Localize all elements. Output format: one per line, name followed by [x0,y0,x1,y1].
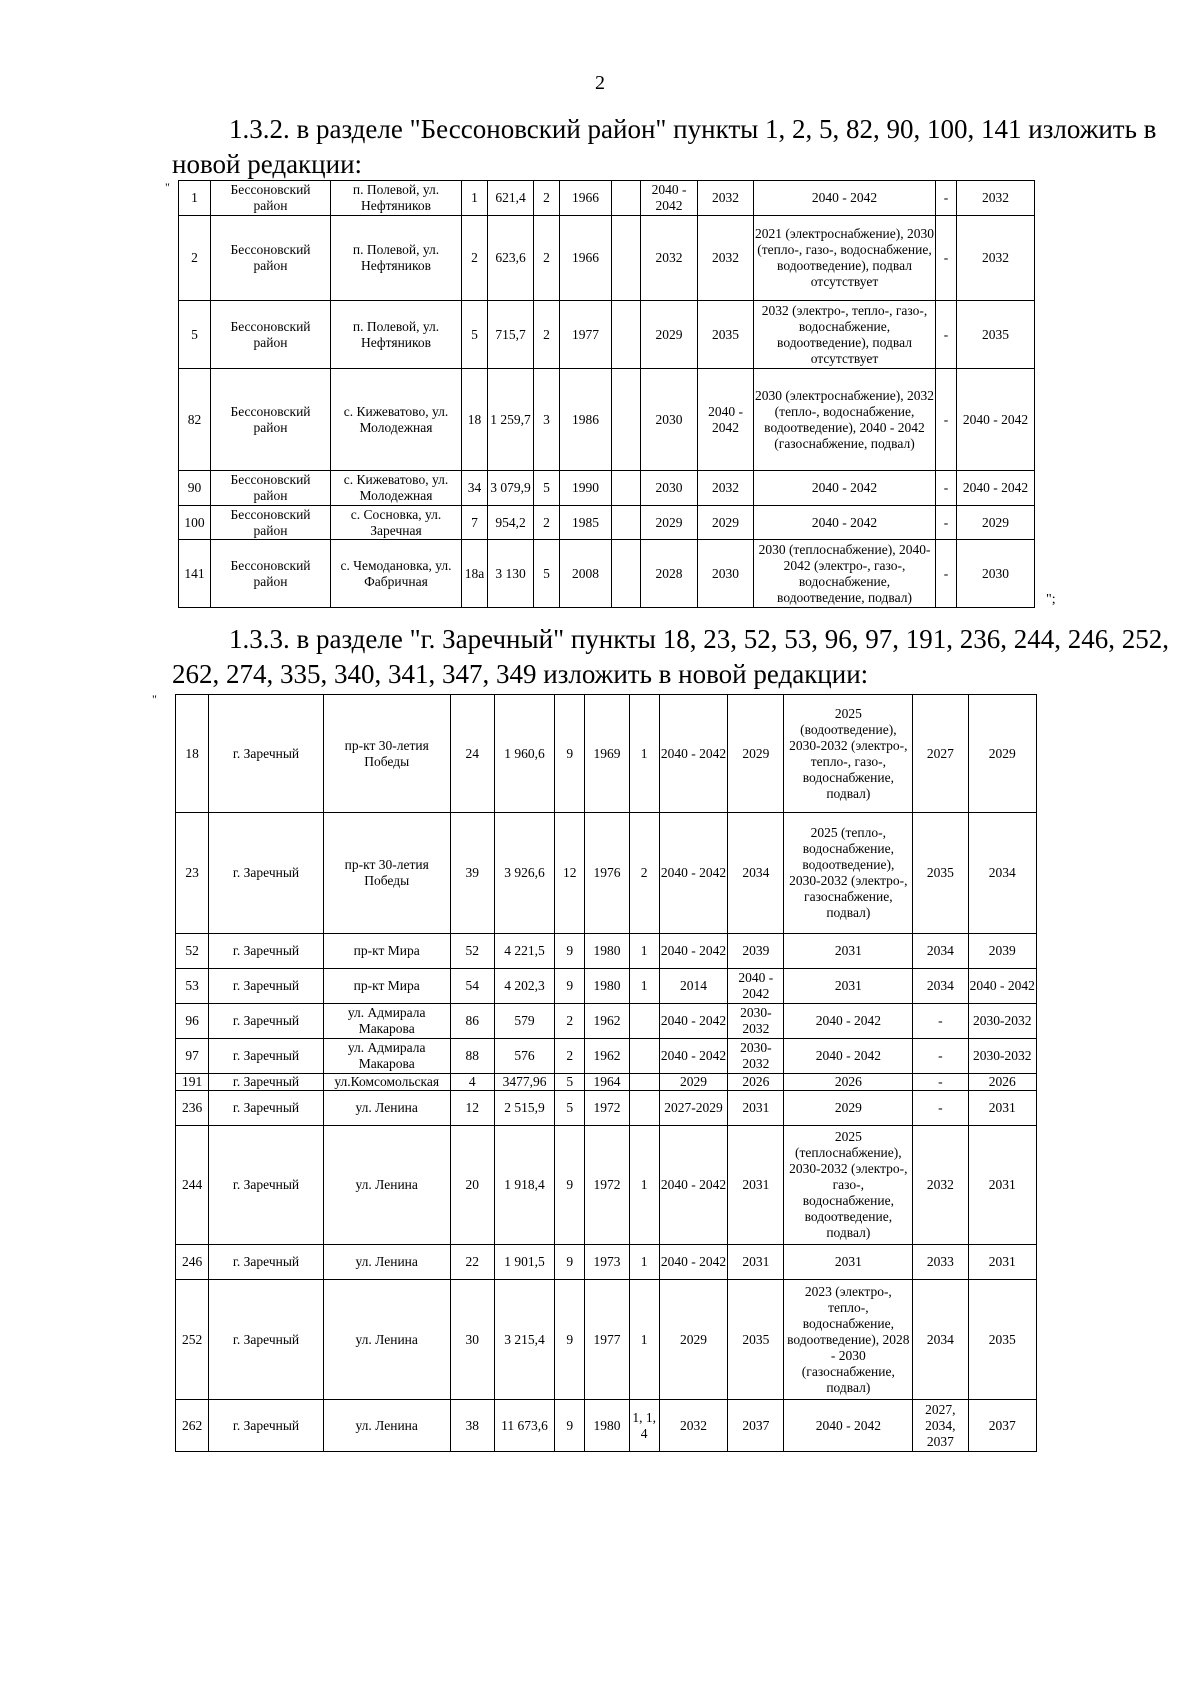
table-cell-area: 954,2 [488,506,534,540]
section-2-heading: 1.3.3. в разделе "г. Заречный" пункты 18, 23, 52, 53, 96, 97, 191, 236, 244, 246, 252, 262, 274, 335, 340, 341, 347, 349 изложить в новой редакции: [172,624,1169,689]
table-cell-house-no: 2 [462,216,488,301]
table-cell-address: с. Чемодановка, ул. Фабричная [331,540,462,608]
table-cell-works: 2040 - 2042 [754,506,936,540]
table-cell-floors: 12 [555,813,585,934]
table-cell-item-no: 262 [176,1400,209,1452]
table-cell-col-10: 2034 [728,813,784,934]
table-cell-col-8 [629,1091,659,1126]
table-cell-col-13: 2032 [957,216,1035,301]
table-cell-area: 3 079,9 [488,471,534,506]
table-cell-col-12: 2033 [913,1245,968,1280]
table-row [176,1280,1037,1400]
table-cell-district: г. Заречный [209,1400,324,1452]
table-cell-col-8: 2 [629,813,659,934]
table-cell-col-8: 1 [629,1126,659,1245]
table-cell-col-10: 2029 [728,695,784,813]
table-cell-floors: 9 [555,695,585,813]
table-cell-col-9: 2040 - 2042 [659,695,727,813]
table-cell-col-10: 2035 [728,1280,784,1400]
table-cell-col-8 [612,369,641,471]
table-cell-floors: 2 [555,1039,585,1074]
table-cell-col-10: 2039 [728,934,784,969]
table-cell-works: 2029 [784,1091,913,1126]
table-cell-district: г. Заречный [209,813,324,934]
table-cell-col-9: 2040 - 2042 [659,1245,727,1280]
table-cell-district: Бессоновский район [211,540,331,608]
table-cell-col-9: 2014 [659,969,727,1004]
table-cell-area: 715,7 [488,301,534,369]
table-cell-area: 1 960,6 [494,695,554,813]
zarechny-city-table [175,694,1037,1452]
table-cell-col-8 [629,1004,659,1039]
section-2-open-quote: " [152,692,157,706]
table-cell-col-9: 2029 [641,506,698,540]
table-cell-area: 621,4 [488,181,534,216]
table-cell-floors: 5 [555,1091,585,1126]
table-cell-col-10: 2032 [698,216,754,301]
table-cell-col-8: 1 [629,1280,659,1400]
table-cell-col-13: 2030-2032 [968,1039,1036,1074]
table-cell-year: 1985 [560,506,612,540]
table-cell-year: 1966 [560,216,612,301]
table-cell-col-13: 2034 [968,813,1036,934]
table-cell-item-no: 2 [179,216,211,301]
table-cell-col-9: 2027-2029 [659,1091,727,1126]
table-cell-col-10: 2031 [728,1126,784,1245]
table-cell-district: г. Заречный [209,1091,324,1126]
table-cell-address: ул.Комсомольская [323,1074,450,1091]
table-cell-col-13: 2040 - 2042 [957,471,1035,506]
table-cell-col-8 [629,1074,659,1091]
table-cell-floors: 9 [555,1126,585,1245]
table-cell-address: ул. Адмирала Макарова [323,1004,450,1039]
table-cell-year: 1972 [585,1126,629,1245]
table-cell-house-no: 38 [450,1400,494,1452]
table-cell-col-13: 2040 - 2042 [968,969,1036,1004]
table-cell-col-12: - [936,471,957,506]
table-cell-address: с. Кижеватово, ул. Молодежная [331,471,462,506]
table-row [179,301,1035,369]
table-cell-floors: 5 [555,1074,585,1091]
table-cell-year: 1964 [585,1074,629,1091]
table-row [176,813,1037,934]
table-cell-district: Бессоновский район [211,301,331,369]
table-cell-col-13: 2029 [968,695,1036,813]
table-cell-address: ул. Ленина [323,1280,450,1400]
table-cell-col-10: 2032 [698,471,754,506]
table-row [179,369,1035,471]
table-cell-col-10: 2032 [698,181,754,216]
table-cell-col-13: 2030 [957,540,1035,608]
table-cell-floors: 2 [534,181,560,216]
table-cell-col-13: 2031 [968,1091,1036,1126]
table-cell-col-8 [629,1039,659,1074]
table-cell-col-10: 2026 [728,1074,784,1091]
table-cell-item-no: 100 [179,506,211,540]
table-cell-year: 1986 [560,369,612,471]
table-row [179,540,1035,608]
table-cell-col-13: 2031 [968,1126,1036,1245]
table-cell-col-8 [612,506,641,540]
table-cell-col-12: - [936,216,957,301]
table-cell-address: пр-кт 30-летия Победы [323,695,450,813]
table-cell-works: 2025 (теплоснабжение), 2030-2032 (электро-, газо-, водоснабжение, водоотведение, подвал) [784,1126,913,1245]
table-cell-floors: 2 [534,216,560,301]
table-cell-house-no: 4 [450,1074,494,1091]
table-cell-works: 2032 (электро-, тепло-, газо-, водоснабжение, водоотведение), подвал отсутствует [754,301,936,369]
table-cell-col-13: 2039 [968,934,1036,969]
table-cell-works: 2030 (электроснабжение), 2032 (тепло-, водоснабжение, водоотведение), 2040 - 2042 (газоснабжение, подвал) [754,369,936,471]
table-cell-district: г. Заречный [209,1004,324,1039]
table-cell-col-9: 2030 [641,471,698,506]
table-cell-year: 1990 [560,471,612,506]
table-cell-col-8 [612,471,641,506]
table-cell-area: 4 221,5 [494,934,554,969]
table-cell-house-no: 39 [450,813,494,934]
table-cell-district: г. Заречный [209,1074,324,1091]
table-cell-col-9: 2040 - 2042 [659,1126,727,1245]
table-cell-area: 1 901,5 [494,1245,554,1280]
table-cell-col-9: 2029 [659,1074,727,1091]
table-cell-district: г. Заречный [209,1280,324,1400]
table-cell-district: г. Заречный [209,1245,324,1280]
table-cell-col-12: 2034 [913,1280,968,1400]
table-cell-col-9: 2028 [641,540,698,608]
table-cell-col-9: 2040 - 2042 [659,934,727,969]
table-row [176,1126,1037,1245]
table-cell-col-13: 2029 [957,506,1035,540]
table-cell-col-9: 2040 - 2042 [659,813,727,934]
table-cell-house-no: 88 [450,1039,494,1074]
table-cell-item-no: 97 [176,1039,209,1074]
table-cell-house-no: 22 [450,1245,494,1280]
table-cell-house-no: 86 [450,1004,494,1039]
table-row [176,1004,1037,1039]
table-cell-item-no: 18 [176,695,209,813]
table-cell-col-9: 2040 - 2042 [659,1004,727,1039]
table-cell-col-10: 2040 - 2042 [728,969,784,1004]
table-cell-address: ул. Адмирала Макарова [323,1039,450,1074]
table-cell-col-10: 2029 [698,506,754,540]
table-cell-address: пр-кт Мира [323,969,450,1004]
table-cell-area: 576 [494,1039,554,1074]
table-cell-col-10: 2031 [728,1091,784,1126]
table-cell-year: 1966 [560,181,612,216]
table-cell-works: 2040 - 2042 [784,1039,913,1074]
table-cell-works: 2025 (тепло-, водоснабжение, водоотведение), 2030-2032 (электро-, газоснабжение, подвал) [784,813,913,934]
table-cell-col-10: 2031 [728,1245,784,1280]
table-cell-col-9: 2032 [659,1400,727,1452]
table-cell-col-9: 2029 [641,301,698,369]
table-cell-col-13: 2031 [968,1245,1036,1280]
table-cell-works: 2030 (теплоснабжение), 2040-2042 (электро-, газо-, водоснабжение, водоотведение, подвал) [754,540,936,608]
table-cell-col-12: - [936,506,957,540]
table-cell-year: 1969 [585,695,629,813]
section-1-open-quote: " [165,180,170,194]
table-cell-address: с. Кижеватово, ул. Молодежная [331,369,462,471]
page-number: 2 [595,72,605,94]
section-1-close-quote: "; [1046,592,1056,607]
table-cell-area: 623,6 [488,216,534,301]
table-row [179,471,1035,506]
table-cell-year: 1980 [585,1400,629,1452]
table-cell-floors: 5 [534,540,560,608]
table-cell-col-10: 2030-2032 [728,1039,784,1074]
table-cell-address: с. Сосновка, ул. Заречная [331,506,462,540]
table-cell-area: 579 [494,1004,554,1039]
table-cell-col-9: 2040 - 2042 [659,1039,727,1074]
table-cell-col-10: 2030 [698,540,754,608]
table-row [176,1074,1037,1091]
table-cell-item-no: 5 [179,301,211,369]
table-cell-col-9: 2032 [641,216,698,301]
table-cell-works: 2031 [784,1245,913,1280]
table-cell-works: 2040 - 2042 [754,181,936,216]
table-cell-works: 2031 [784,934,913,969]
table-row [179,506,1035,540]
table-cell-col-13: 2030-2032 [968,1004,1036,1039]
table-cell-area: 3 215,4 [494,1280,554,1400]
table-cell-works: 2025 (водоотведение), 2030-2032 (электро-, тепло-, газо-, водоснабжение, подвал) [784,695,913,813]
table-cell-col-12: 2032 [913,1126,968,1245]
table-cell-year: 1976 [585,813,629,934]
table-cell-house-no: 20 [450,1126,494,1245]
table-cell-district: г. Заречный [209,1039,324,1074]
section-1-heading: 1.3.2. в разделе "Бессоновский район" пункты 1, 2, 5, 82, 90, 100, 141 изложить в новой редакции: [172,114,1157,179]
table-cell-floors: 9 [555,1400,585,1452]
table-cell-col-12: - [936,301,957,369]
table-cell-address: пр-кт Мира [323,934,450,969]
table-cell-floors: 3 [534,369,560,471]
table-cell-item-no: 82 [179,369,211,471]
table-cell-floors: 5 [534,471,560,506]
table-cell-address: п. Полевой, ул. Нефтяников [331,181,462,216]
table-cell-area: 11 673,6 [494,1400,554,1452]
table-cell-col-10: 2040 - 2042 [698,369,754,471]
table-cell-works: 2021 (электроснабжение), 2030 (тепло-, газо-, водоснабжение, водоотведение), подвал отсутствует [754,216,936,301]
table-cell-house-no: 34 [462,471,488,506]
table-cell-works: 2031 [784,969,913,1004]
table-cell-floors: 2 [555,1004,585,1039]
table-cell-item-no: 23 [176,813,209,934]
table-cell-year: 1980 [585,934,629,969]
table-cell-col-9: 2030 [641,369,698,471]
table-cell-year: 1973 [585,1245,629,1280]
table-cell-area: 4 202,3 [494,969,554,1004]
table-cell-col-12: - [913,1039,968,1074]
table-cell-col-12: 2027, 2034, 2037 [913,1400,968,1452]
table-cell-col-13: 2040 - 2042 [957,369,1035,471]
table-cell-col-12: - [913,1004,968,1039]
table-row [179,181,1035,216]
table-row [176,1091,1037,1126]
table-cell-year: 1962 [585,1004,629,1039]
table-cell-district: Бессоновский район [211,369,331,471]
table-cell-year: 1980 [585,969,629,1004]
table-cell-district: г. Заречный [209,1126,324,1245]
table-cell-house-no: 7 [462,506,488,540]
table-cell-area: 3477,96 [494,1074,554,1091]
table-cell-item-no: 96 [176,1004,209,1039]
table-cell-address: ул. Ленина [323,1126,450,1245]
table-cell-col-12: 2034 [913,934,968,969]
table-cell-floors: 9 [555,1245,585,1280]
table-cell-house-no: 18 [462,369,488,471]
table-cell-area: 3 130 [488,540,534,608]
table-cell-item-no: 246 [176,1245,209,1280]
table-cell-floors: 9 [555,969,585,1004]
table-cell-floors: 9 [555,1280,585,1400]
table-row [176,1245,1037,1280]
table-cell-area: 1 918,4 [494,1126,554,1245]
bessonovsky-district-table [178,180,1035,608]
table-cell-col-13: 2026 [968,1074,1036,1091]
table-cell-address: пр-кт 30-летия Победы [323,813,450,934]
table-cell-year: 1972 [585,1091,629,1126]
table-cell-district: г. Заречный [209,934,324,969]
table-cell-house-no: 24 [450,695,494,813]
table-cell-item-no: 244 [176,1126,209,1245]
table-cell-col-8: 1 [629,695,659,813]
table-cell-col-12: 2034 [913,969,968,1004]
table-cell-year: 1977 [560,301,612,369]
table-cell-house-no: 30 [450,1280,494,1400]
table-cell-item-no: 191 [176,1074,209,1091]
table-cell-col-13: 2035 [968,1280,1036,1400]
table-cell-col-12: - [913,1074,968,1091]
table-cell-col-12: 2027 [913,695,968,813]
table-cell-year: 1962 [585,1039,629,1074]
table-cell-col-9: 2029 [659,1280,727,1400]
table-row [176,969,1037,1004]
table-cell-works: 2040 - 2042 [784,1400,913,1452]
table-cell-col-13: 2035 [957,301,1035,369]
table-cell-col-10: 2037 [728,1400,784,1452]
table-row [179,216,1035,301]
table-cell-house-no: 18а [462,540,488,608]
table-cell-works: 2026 [784,1074,913,1091]
table-row [176,934,1037,969]
table-cell-col-8 [612,540,641,608]
table-cell-col-8: 1, 1, 4 [629,1400,659,1452]
table-cell-col-12: - [936,369,957,471]
table-cell-col-10: 2035 [698,301,754,369]
table-cell-house-no: 5 [462,301,488,369]
table-cell-col-8 [612,301,641,369]
table-cell-floors: 9 [555,934,585,969]
table-cell-address: п. Полевой, ул. Нефтяников [331,301,462,369]
table-row [176,1039,1037,1074]
table-cell-item-no: 90 [179,471,211,506]
table-cell-area: 2 515,9 [494,1091,554,1126]
table-cell-col-8: 1 [629,934,659,969]
table-cell-col-13: 2037 [968,1400,1036,1452]
table-cell-district: г. Заречный [209,969,324,1004]
table-cell-area: 3 926,6 [494,813,554,934]
table-cell-floors: 2 [534,506,560,540]
table-cell-item-no: 252 [176,1280,209,1400]
table-cell-col-12: - [913,1091,968,1126]
table-cell-col-9: 2040 - 2042 [641,181,698,216]
table-cell-area: 1 259,7 [488,369,534,471]
table-cell-works: 2040 - 2042 [784,1004,913,1039]
table-cell-district: г. Заречный [209,695,324,813]
table-cell-address: ул. Ленина [323,1400,450,1452]
table-cell-col-12: - [936,181,957,216]
table-cell-col-8: 1 [629,1245,659,1280]
table-cell-col-12: 2035 [913,813,968,934]
table-cell-item-no: 52 [176,934,209,969]
table-cell-floors: 2 [534,301,560,369]
table-cell-item-no: 53 [176,969,209,1004]
table-cell-house-no: 12 [450,1091,494,1126]
table-cell-col-8: 1 [629,969,659,1004]
table-cell-col-13: 2032 [957,181,1035,216]
table-cell-house-no: 52 [450,934,494,969]
table-cell-address: ул. Ленина [323,1091,450,1126]
table-cell-house-no: 54 [450,969,494,1004]
table-cell-address: ул. Ленина [323,1245,450,1280]
table-cell-item-no: 1 [179,181,211,216]
table-cell-item-no: 141 [179,540,211,608]
table-cell-works: 2023 (электро-, тепло-, водоснабжение, водоотведение), 2028 - 2030 (газоснабжение, подвал) [784,1280,913,1400]
table-cell-district: Бессоновский район [211,471,331,506]
table-row [176,695,1037,813]
table-cell-col-12: - [936,540,957,608]
table-cell-item-no: 236 [176,1091,209,1126]
table-cell-district: Бессоновский район [211,216,331,301]
table-cell-col-10: 2030-2032 [728,1004,784,1039]
table-row [176,1400,1037,1452]
table-cell-year: 1977 [585,1280,629,1400]
table-cell-district: Бессоновский район [211,181,331,216]
table-cell-col-8 [612,181,641,216]
table-cell-works: 2040 - 2042 [754,471,936,506]
table-cell-district: Бессоновский район [211,506,331,540]
table-cell-house-no: 1 [462,181,488,216]
table-cell-year: 2008 [560,540,612,608]
table-cell-address: п. Полевой, ул. Нефтяников [331,216,462,301]
table-cell-col-8 [612,216,641,301]
